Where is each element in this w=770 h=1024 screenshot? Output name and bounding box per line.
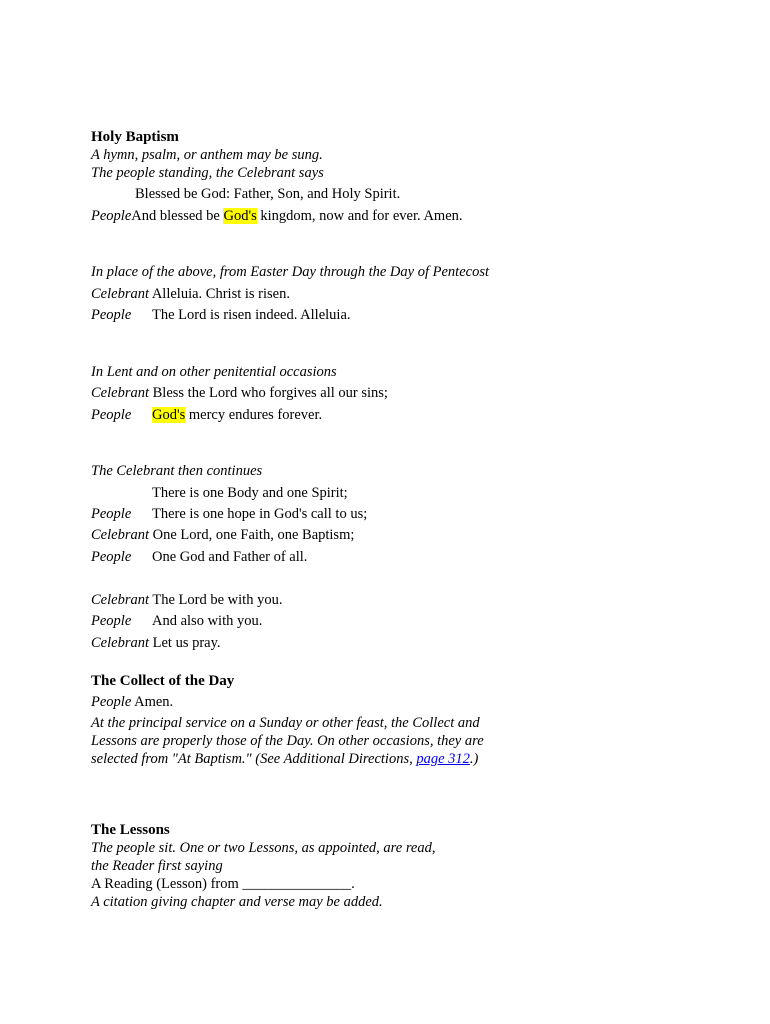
rubric: A citation giving chapter and verse may be added. xyxy=(91,894,383,910)
speaker-label: People xyxy=(91,208,132,224)
rubric: At the principal service on a Sunday or other feast, the Collect and xyxy=(91,715,480,731)
celebrant-line xyxy=(91,526,354,544)
rubric xyxy=(91,750,478,768)
line-text: And also with you. xyxy=(152,613,263,629)
speaker-label: Celebrant xyxy=(91,592,149,608)
celebrant-line xyxy=(91,634,221,652)
highlighted-word: God's xyxy=(223,208,257,224)
line-text: Amen. xyxy=(134,694,174,710)
rubric: A hymn, psalm, or anthem may be sung. xyxy=(91,147,323,163)
rubric: The Celebrant then continues xyxy=(91,463,263,479)
celebrant-line xyxy=(91,384,388,402)
line-text: One God and Father of all. xyxy=(152,549,308,565)
celebrant-line: There is one Body and one Spirit; xyxy=(152,485,348,501)
people-response xyxy=(91,207,463,225)
speaker-label: Celebrant xyxy=(91,286,149,302)
people-line xyxy=(91,612,262,630)
speaker-label: People xyxy=(91,407,132,423)
celebrant-line xyxy=(91,285,290,303)
celebrant-line xyxy=(91,591,282,609)
highlighted-word: God's xyxy=(152,407,186,423)
line-text: Alleluia. Christ is risen. xyxy=(151,286,290,302)
line-text: The Lord be with you. xyxy=(152,592,283,608)
speaker-label: Celebrant xyxy=(91,635,149,651)
celebrant-opening: Blessed be God: Father, Son, and Holy Spirit. xyxy=(135,186,401,202)
people-line xyxy=(91,505,367,523)
line-text: One Lord, one Faith, one Baptism; xyxy=(152,527,355,543)
rubric: the Reader first saying xyxy=(91,858,223,874)
section-heading-collect: The Collect of the Day xyxy=(91,673,235,689)
speaker-label: People xyxy=(91,613,132,629)
speaker-label: People xyxy=(91,506,132,522)
line-text: Let us pray. xyxy=(152,635,221,651)
speaker-label: Celebrant xyxy=(91,385,149,401)
speaker-label: People xyxy=(91,549,132,565)
people-line xyxy=(91,548,307,566)
speaker-label: Celebrant xyxy=(91,527,149,543)
section-heading-holy-baptism: Holy Baptism xyxy=(91,129,179,145)
rubric: In Lent and on other penitential occasions xyxy=(91,364,337,380)
page-312-link[interactable]: page 312 xyxy=(416,751,470,767)
line-text: The Lord is risen indeed. Alleluia. xyxy=(152,307,351,323)
rubric: The people sit. One or two Lessons, as appointed, are read, xyxy=(91,840,436,856)
line-text: There is one hope in God's call to us; xyxy=(152,506,368,522)
people-line xyxy=(91,406,322,424)
speaker-label: People xyxy=(91,307,132,323)
rubric-text: selected from "At Baptism." (See Additional Directions, xyxy=(91,751,417,767)
reading-line: A Reading (Lesson) from _______________. xyxy=(91,876,355,892)
section-heading-lessons: The Lessons xyxy=(91,822,170,838)
response-text: And blessed be xyxy=(131,208,224,224)
line-text: Bless the Lord who forgives all our sins; xyxy=(152,385,388,401)
people-line xyxy=(91,306,351,324)
people-line xyxy=(91,693,173,711)
response-text: kingdom, now and for ever. Amen. xyxy=(256,208,463,224)
rubric: The people standing, the Celebrant says xyxy=(91,165,324,181)
speaker-label: People xyxy=(91,694,132,710)
line-text: mercy endures forever. xyxy=(185,407,323,423)
rubric: In place of the above, from Easter Day through the Day of Pentecost xyxy=(91,264,489,280)
rubric-text: .) xyxy=(469,751,479,767)
rubric: Lessons are properly those of the Day. On other occasions, they are xyxy=(91,733,484,749)
